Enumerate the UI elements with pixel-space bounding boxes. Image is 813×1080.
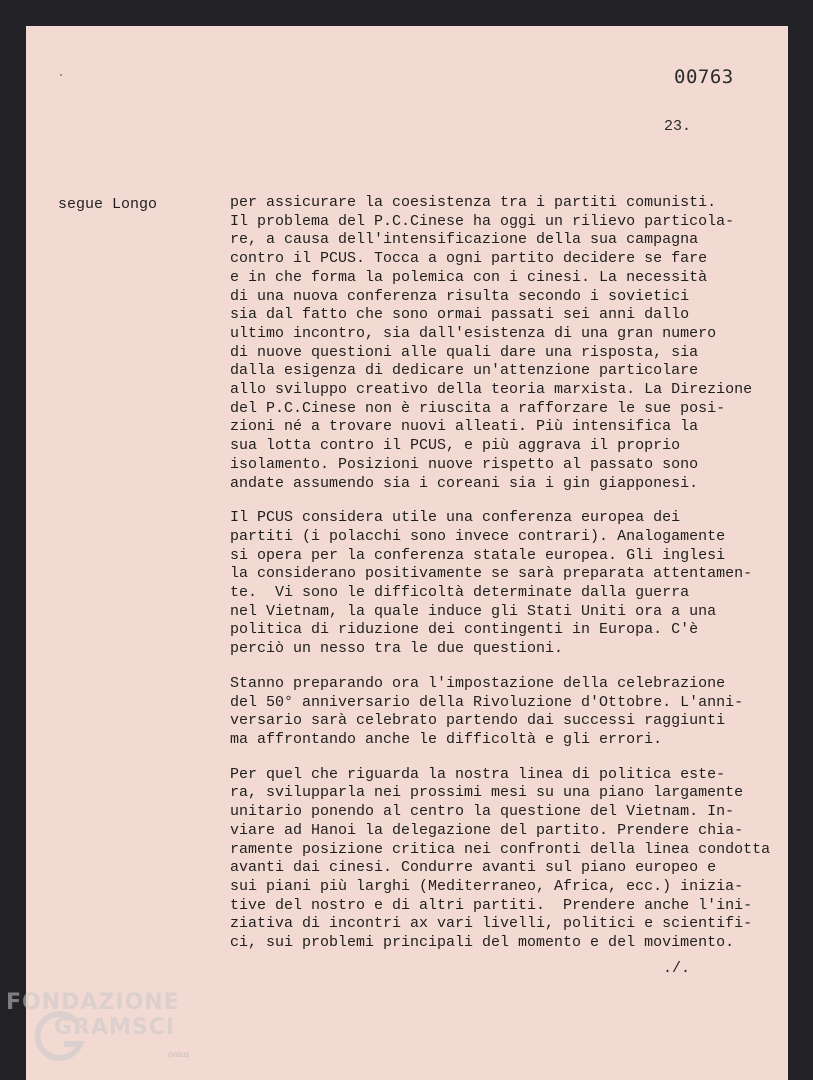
text-line: per assicurare la coesistenza tra i partiti comunisti. xyxy=(230,194,717,211)
text-line: del 50° anniversario della Rivoluzione d'Ottobre. L'anni- xyxy=(230,693,744,711)
fondazione-gramsci-watermark xyxy=(6,990,206,1060)
text-line: nel Vietnam, la quale induce gli Stati Uniti ora a una xyxy=(230,602,717,620)
text-line: ra, svilupparla nei prossimi mesi su una piano largamente xyxy=(230,784,744,802)
paragraph-2 xyxy=(230,509,790,659)
text-line: e in che forma la polemica con i cinesi. La necessità xyxy=(230,268,708,286)
text-line: Per quel che riguarda la nostra linea di politica este- xyxy=(230,765,726,783)
text-line: viare ad Hanoi la delegazione del partito. Prendere chia- xyxy=(230,821,744,839)
text-line: Il PCUS considera utile una conferenza europea dei xyxy=(230,509,681,527)
text-line: re, a causa dell'intensificazione della sua campagna xyxy=(230,231,699,249)
text-line: Stanno preparando ora l'impostazione della celebrazione xyxy=(230,674,726,692)
paragraph-1 xyxy=(230,194,790,493)
text-line: ci, sui problemi principali del momento e del movimento. xyxy=(230,934,735,952)
paper-speck xyxy=(60,74,62,76)
text-line: isolamento. Posizioni nuove rispetto al passato sono xyxy=(230,455,699,473)
text-line: la considerano positivamente se sarà preparata attentamen- xyxy=(230,565,753,583)
text-line: ma affrontando anche le difficoltà e gli errori. xyxy=(230,730,663,748)
watermark-onlus: onlus xyxy=(168,1050,190,1059)
text-line: zioni né a trovare nuovi alleati. Più intensifica la xyxy=(230,418,699,436)
text-line: allo sviluppo creativo della teoria marxista. La Direzione xyxy=(230,381,753,399)
document-body xyxy=(230,194,790,969)
text-line: sui piani più larghi (Mediterraneo, Africa, ecc.) inizia- xyxy=(230,877,744,895)
text-line: sia dal fatto che sono ormai passati sei anni dallo xyxy=(230,306,690,324)
text-line: Il problema del P.C.Cinese ha oggi un rilievo particola- xyxy=(230,212,735,230)
text-line: di nuove questioni alle quali dare una risposta, sia xyxy=(230,343,699,361)
text-line: politica di riduzione dei contingenti in Europa. C'è xyxy=(230,621,699,639)
text-line: andate assumendo sia i coreani sia i gin giapponesi. xyxy=(230,474,699,492)
text-line: perciò un nesso tra le due questioni. xyxy=(230,640,564,658)
watermark-line-1: FONDAZIONE xyxy=(6,990,180,1015)
continuation-mark: ./. xyxy=(663,960,691,977)
text-line: unitario ponendo al centro la questione del Vietnam. In- xyxy=(230,803,735,821)
text-line: partiti (i polacchi sono invece contrari). Analogamente xyxy=(230,527,726,545)
paragraph-4 xyxy=(230,766,790,953)
text-line: contro il PCUS. Tocca a ogni partito decidere se fare xyxy=(230,250,708,268)
text-line: si opera per la conferenza statale europea. Gli inglesi xyxy=(230,546,726,564)
watermark-line-2: GRAMSCI xyxy=(54,1015,176,1040)
text-line: te. Vi sono le difficoltà determinate dalla guerra xyxy=(230,584,690,602)
text-line: avanti dai cinesi. Condurre avanti sul piano europeo e xyxy=(230,859,717,877)
document-number: 00763 xyxy=(674,66,734,88)
text-line: ziativa di incontri ax vari livelli, politici e scientifi- xyxy=(230,915,753,933)
text-line: dalla esigenza di dedicare un'attenzione particolare xyxy=(230,362,699,380)
side-note: segue Longo xyxy=(58,196,158,213)
text-line: ramente posizione critica nei confronti della linea condotta xyxy=(230,840,771,858)
paragraph-3 xyxy=(230,675,790,750)
text-line: tive del nostro e di altri partiti. Prendere anche l'ini- xyxy=(230,896,753,914)
text-line: sua lotta contro il PCUS, e più aggrava il proprio xyxy=(230,437,681,455)
gramsci-g-logo-icon xyxy=(34,1010,88,1064)
text-line: ultimo incontro, sia dall'esistenza di una gran numero xyxy=(230,324,717,342)
text-line: di una nuova conferenza risulta secondo i sovietici xyxy=(230,287,690,305)
text-line: del P.C.Cinese non è riuscita a rafforzare le sue posi- xyxy=(230,399,726,417)
text-line: versario sarà celebrato partendo dai successi raggiunti xyxy=(230,712,726,730)
page-number: 23. xyxy=(664,118,692,135)
